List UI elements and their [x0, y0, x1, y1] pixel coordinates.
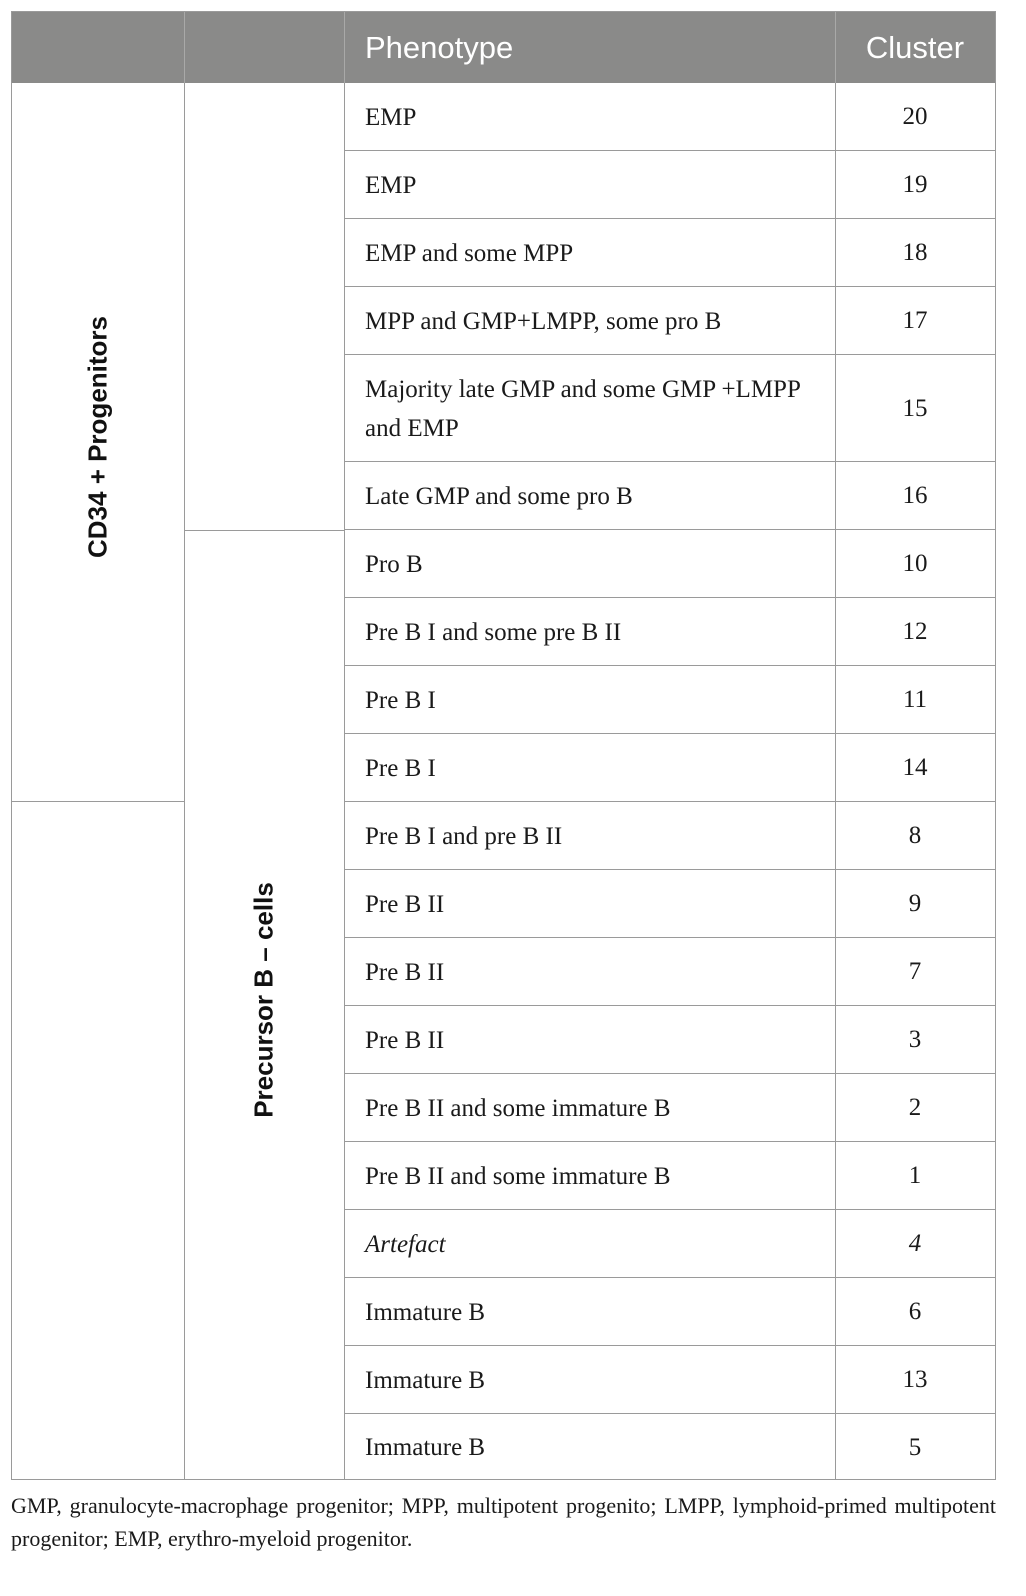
cluster-cell: 16: [902, 482, 928, 509]
table-row: [345, 1414, 995, 1481]
table-row: [345, 151, 995, 219]
phenotype-cell: Pro B: [365, 550, 423, 578]
cluster-cell: 12: [902, 618, 928, 645]
table-header: [12, 12, 995, 83]
phenotype-cell: Pre B I and pre B II: [365, 822, 563, 850]
group-label-cd34-progenitors: CD34 + Progenitors: [82, 315, 113, 559]
cluster-cell: 13: [902, 1366, 928, 1393]
cluster-cell: 11: [902, 686, 928, 713]
header-divider: [184, 12, 185, 83]
cluster-cell: 6: [908, 1298, 922, 1325]
phenotype-cell: Late GMP and some pro B: [365, 482, 633, 510]
phenotype-cell: EMP: [365, 103, 417, 131]
phenotype-cell: EMP: [365, 171, 417, 199]
group-label-precursor-b-cells: Precursor B – cells: [248, 882, 279, 1118]
table-row: [345, 287, 995, 355]
cluster-cell: 2: [908, 1094, 922, 1121]
table-row: [345, 219, 995, 287]
cluster-cell: 18: [902, 239, 928, 266]
group-divider: [184, 530, 345, 531]
header-divider: [344, 12, 345, 83]
cluster-cell: 10: [902, 550, 928, 577]
phenotype-cell: Pre B II: [365, 1026, 445, 1054]
table-row: [345, 598, 995, 666]
header-cluster: Cluster: [865, 30, 965, 65]
phenotype-cell: Pre B I: [365, 686, 436, 714]
table-row: [345, 938, 995, 1006]
table-footnote: GMP, granulocyte-macrophage progenitor; MPP, multipotent progenito; LMPP, lymphoid-primed multipotent progenitor; EMP, erythro-myeloid progenitor.: [11, 1493, 996, 1551]
cluster-cell: 19: [902, 171, 928, 198]
cluster-cell: 1: [908, 1162, 922, 1189]
phenotype-cell: Majority late GMP and some GMP +LMPP and EMP: [365, 375, 800, 442]
table-row: [345, 1278, 995, 1346]
cluster-cell: 9: [908, 890, 922, 917]
phenotype-cell: Pre B II and some immature B: [365, 1094, 671, 1122]
table-row: [345, 462, 995, 530]
table-row: [345, 1006, 995, 1074]
phenotype-cell: Pre B I: [365, 754, 436, 782]
phenotype-cell: Pre B II: [365, 890, 445, 918]
column-divider: [184, 83, 185, 1480]
phenotype-cell: Pre B II: [365, 958, 445, 986]
table-row: [345, 530, 995, 598]
table-row: [345, 1346, 995, 1414]
phenotype-cell: Immature B: [365, 1434, 486, 1461]
table-row: [345, 734, 995, 802]
table-row: [345, 83, 995, 151]
cluster-cell: 15: [902, 394, 928, 422]
table-row: [345, 666, 995, 734]
phenotype-cell: MPP and GMP+LMPP, some pro B: [365, 307, 722, 335]
table-row: [345, 1210, 995, 1278]
phenotype-cluster-table: [11, 11, 996, 1480]
group-divider: [12, 801, 184, 802]
header-divider: [835, 12, 836, 83]
phenotype-cell: EMP and some MPP: [365, 239, 574, 267]
cluster-cell: 20: [902, 103, 928, 130]
cluster-cell: 4: [908, 1230, 922, 1257]
table-row: [345, 355, 995, 462]
table-row: [345, 870, 995, 938]
cluster-cell: 5: [908, 1433, 922, 1461]
phenotype-cell: Immature B: [365, 1298, 486, 1326]
cluster-cell: 3: [908, 1026, 922, 1053]
cluster-cell: 7: [908, 958, 922, 985]
phenotype-cell: Immature B: [365, 1366, 486, 1394]
phenotype-cell: Pre B II and some immature B: [365, 1162, 671, 1190]
cluster-cell: 17: [902, 307, 928, 334]
phenotype-cell: Artefact: [365, 1230, 446, 1258]
table-row: [345, 802, 995, 870]
cluster-cell: 14: [902, 754, 928, 781]
table-row: [345, 1142, 995, 1210]
header-group-cell: [12, 12, 184, 83]
table-row: [345, 1074, 995, 1142]
phenotype-cell: Pre B I and some pre B II: [365, 618, 622, 646]
header-phenotype: Phenotype: [365, 30, 514, 65]
header-subgroup-cell: [184, 12, 345, 83]
cluster-cell: 8: [908, 822, 922, 849]
